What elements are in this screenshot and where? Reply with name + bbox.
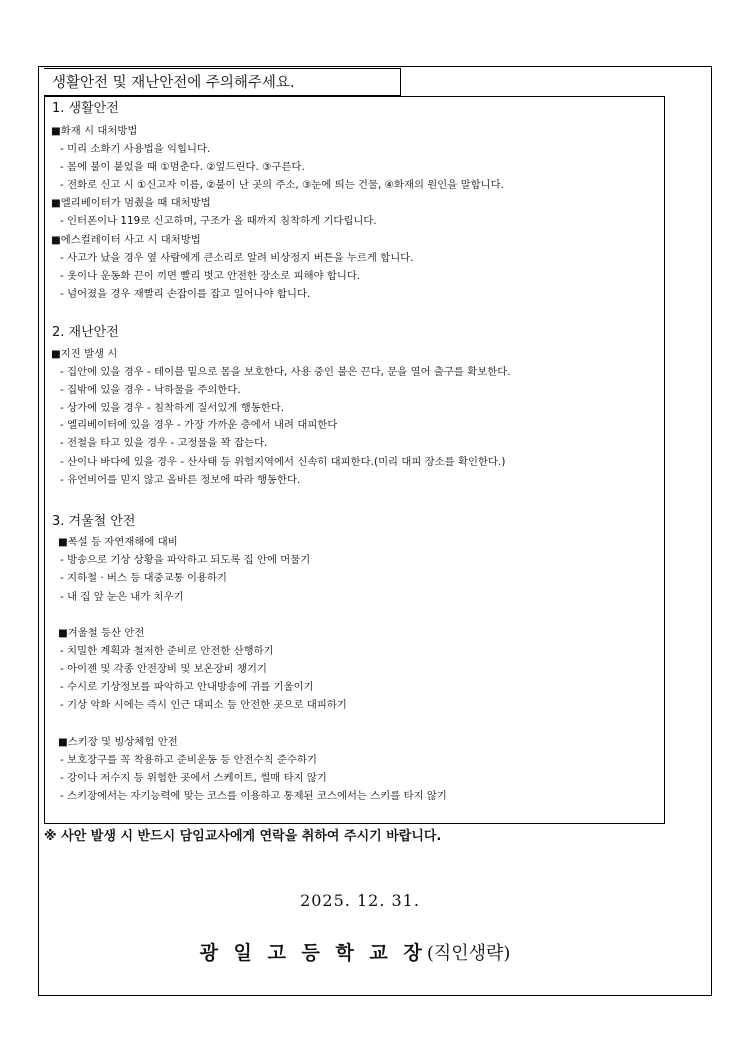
list-item: - 수시로 기상정보를 파악하고 안내방송에 귀를 기울이기 — [60, 681, 314, 693]
list-item: - 인터폰이나 119로 신고하며, 구조가 올 때까지 침착하게 기다립니다. — [60, 215, 377, 227]
group-label-fire: ■화재 시 대처방법 — [51, 125, 138, 137]
seal-note: (직인생략) — [426, 943, 511, 964]
group-label-ski: ■스키장 및 빙상체험 안전 — [58, 736, 178, 748]
list-item: - 전철을 타고 있을 경우 - 고정물을 꽉 잡는다. — [60, 437, 268, 449]
school-principal: 광 일 고 등 학 교 장 — [199, 942, 422, 964]
list-item: - 기상 악화 시에는 즉시 인근 대피소 등 안전한 곳으로 대피하기 — [60, 699, 347, 711]
list-item: - 아이젠 및 각종 안전장비 및 보온장비 챙기기 — [60, 663, 267, 675]
list-item: - 사고가 났을 경우 옆 사람에게 큰소리로 알려 비상정지 버튼을 누르게 합니다. — [60, 252, 414, 264]
list-item: - 유언비어를 믿지 않고 올바른 정보에 따라 행동한다. — [60, 474, 301, 486]
issue-date: 2025. 12. 31. — [300, 891, 420, 910]
group-label-elevator: ■엘리베이터가 멈췄을 때 대처방법 — [51, 197, 211, 209]
list-item: - 상가에 있을 경우 - 침착하게 질서있게 행동한다. — [60, 402, 285, 414]
list-item: - 산이나 바다에 있을 경우 - 산사태 등 위험지역에서 신속히 대피한다.(미리 대피 장소를 확인한다.) — [60, 456, 506, 468]
signer-line — [0, 938, 710, 969]
list-item: - 넘어졌을 경우 재빨리 손잡이를 잡고 일어나야 합니다. — [60, 288, 311, 300]
contact-notice: ※ 사안 발생 시 반드시 담임교사에게 연락을 취하여 주시기 바랍니다. — [44, 829, 442, 844]
list-item: - 집안에 있을 경우 - 테이블 밑으로 몸을 보호한다, 사용 중인 불은 끈다, 문을 열어 출구를 확보한다. — [60, 366, 511, 378]
document-title: 생활안전 및 재난안전에 주의해주세요. — [44, 68, 401, 96]
section-1-heading: 1. 생활안전 — [52, 101, 119, 116]
list-item: - 지하철 · 버스 등 대중교통 이용하기 — [60, 572, 227, 584]
list-item: - 치밀한 계획과 철저한 준비로 안전한 산행하기 — [60, 645, 274, 657]
group-label-earthquake: ■지진 발생 시 — [51, 348, 118, 360]
group-label-snow: ■폭설 등 자연재해에 대비 — [58, 536, 178, 548]
group-label-hiking: ■겨울철 등산 안전 — [58, 627, 145, 639]
list-item: - 몸에 불이 붙었을 때 ①멈춘다. ②엎드린다. ③구른다. — [60, 161, 305, 173]
list-item: - 엘리베이터에 있을 경우 - 가장 가까운 층에서 내려 대피한다 — [60, 419, 338, 431]
group-label-escalator: ■에스컬레이터 사고 시 대처방법 — [51, 234, 201, 246]
list-item: - 집밖에 있을 경우 - 낙하물을 주의한다. — [60, 384, 241, 396]
list-item: - 옷이나 운동화 끈이 끼면 빨리 벗고 안전한 장소로 피해야 합니다. — [60, 270, 361, 282]
list-item: - 방송으로 기상 상황을 파악하고 되도록 집 안에 머물기 — [60, 554, 311, 566]
list-item: - 스키장에서는 자기능력에 맞는 코스를 이용하고 통제된 코스에서는 스키를 타지 않기 — [60, 790, 447, 802]
section-3-heading: 3. 겨울철 안전 — [52, 514, 136, 529]
list-item: - 전화로 신고 시 ①신고자 이름, ②불이 난 곳의 주소, ③눈에 띄는 건물, ④화재의 원인을 말합니다. — [60, 179, 504, 191]
list-item: - 내 집 앞 눈은 내가 치우기 — [60, 591, 184, 603]
list-item: - 보호장구를 꼭 착용하고 준비운동 등 안전수칙 준수하기 — [60, 754, 317, 766]
list-item: - 강이나 저수지 등 위험한 곳에서 스케이트, 썰매 타지 않기 — [60, 772, 327, 784]
list-item: - 미리 소화기 사용법을 익힙니다. — [60, 143, 211, 155]
section-2-heading: 2. 재난안전 — [52, 325, 119, 340]
